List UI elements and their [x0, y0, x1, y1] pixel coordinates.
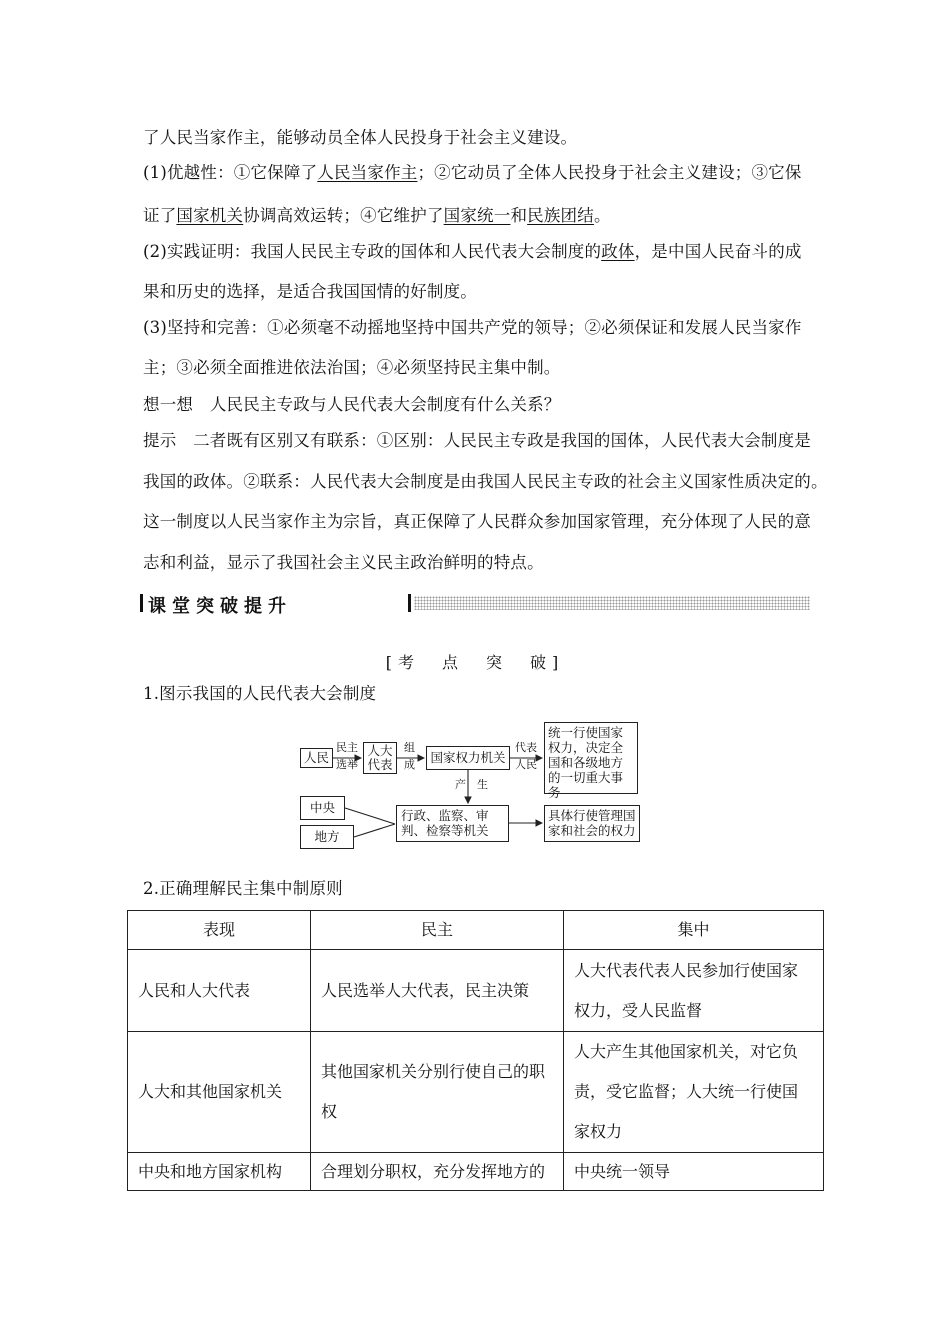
paragraph-line: 志和利益，显示了我国社会主义民主政治鲜明的特点。 [143, 553, 544, 572]
table-header-row [128, 911, 824, 950]
line-local [354, 824, 395, 837]
paragraph-line: 我国的政体。②联系：人民代表大会制度是由我国人民民主专政的社会主义国家性质决定的。 [143, 472, 828, 491]
table-cell: 人大代表代表人民参加行使国家权力，受人民监督 [564, 950, 824, 1032]
table-cell: 其他国家机关分别行使自己的职权 [311, 1032, 564, 1153]
text-run: 和 [510, 206, 528, 225]
local-box: 地方 [300, 825, 354, 849]
item-title: 1.图示我国的人民代表大会制度 [143, 684, 377, 703]
paragraph-line: 主；③必须全面推进依法治国；④必须坚持民主集中制。 [143, 358, 561, 377]
table-cell: 中央统一领导 [564, 1153, 824, 1191]
text-run: 协调高效运转；④它维护了 [243, 206, 444, 225]
table-cell: 人大和其他国家机关 [128, 1032, 311, 1153]
table-cell: 人民和人大代表 [128, 950, 311, 1032]
text-run: 证了 [143, 206, 177, 225]
box-line: 人大 [367, 743, 393, 758]
text-run: ；②它动员了全体人民投身于社会主义建设；③它保 [417, 163, 802, 182]
people-box: 人民 [300, 748, 333, 768]
section-subheading: [考 点 突 破] [385, 653, 565, 672]
text-run: ，是中国人民奋斗的成 [634, 242, 802, 261]
underlined-term: 民族团结 [527, 206, 594, 225]
edge-label-produce: 产 生 [455, 778, 488, 791]
item-title: 2.正确理解民主集中制原则 [143, 879, 343, 898]
table-header-cell: 民主 [311, 911, 564, 950]
npc-deputies-box [363, 742, 397, 774]
underlined-term: 国家统一 [443, 206, 511, 225]
edge-label-represent: 人民 [515, 758, 537, 771]
specific-power-box: 具体行使管理国家和社会的权力 [544, 805, 640, 842]
question-line: 想一想 人民民主专政与人民代表大会制度有什么关系？ [143, 395, 561, 414]
underlined-term: 国家机关 [176, 206, 244, 225]
edge-label-represent: 代表 [515, 741, 537, 754]
table-cell: 人大产生其他国家机关，对它负责，受它监督；人大统一行使国家权力 [564, 1032, 824, 1153]
banner-title: 课堂突破提升 [148, 596, 292, 617]
table-cell: 中央和地方国家机构 [128, 1153, 311, 1191]
edge-label-elect: 民主 [336, 741, 358, 754]
table-row [128, 1153, 824, 1191]
table-row [128, 950, 824, 1032]
table-cell: 合理划分职权，充分发挥地方的 [311, 1153, 564, 1191]
line-central [345, 808, 395, 824]
other-organs-box: 行政、监察、审判、检察等机关 [396, 805, 509, 842]
paragraph-line: 果和历史的选择，是适合我国国情的好制度。 [143, 282, 477, 301]
box-line: 代表 [367, 757, 393, 772]
table-row [128, 1032, 824, 1153]
table-header-cell: 表现 [128, 911, 311, 950]
democratic-centralism-table [127, 910, 824, 1191]
paragraph-line: (3)坚持和完善：①必须毫不动摇地坚持中国共产党的领导；②必须保证和发展人民当家作 [143, 318, 802, 337]
edge-label-form: 组 [404, 741, 415, 754]
text-run: (2)实践证明：我国人民民主专政的国体和人民代表大会制度的 [143, 242, 602, 261]
paragraph-line: 了人民当家作主，能够动员全体人民投身于社会主义建设。 [143, 128, 578, 147]
text-run: (1)优越性：①它保障了 [143, 163, 318, 182]
state-power-organ-box: 国家权力机关 [426, 746, 510, 770]
paragraph-line: 提示 二者既有区别又有联系：①区别：人民民主专政是我国的国体，人民代表大会制度是 [143, 431, 811, 450]
text-run: 。 [593, 206, 611, 225]
underlined-term: 政体 [601, 242, 635, 261]
table-cell: 人民选举人大代表，民主决策 [311, 950, 564, 1032]
underlined-term: 人民当家作主 [317, 163, 418, 182]
edge-label-elect: 选举 [336, 758, 358, 771]
edge-label-form: 成 [404, 758, 415, 771]
unified-power-box: 统一行使国家权力，决定全国和各级地方的一切重大事务 [544, 722, 638, 794]
table-header-cell: 集中 [564, 911, 824, 950]
central-box: 中央 [300, 796, 345, 820]
paragraph-line: 这一制度以人民当家作主为宗旨，真正保障了人民群众参加国家管理，充分体现了人民的意 [143, 512, 811, 531]
